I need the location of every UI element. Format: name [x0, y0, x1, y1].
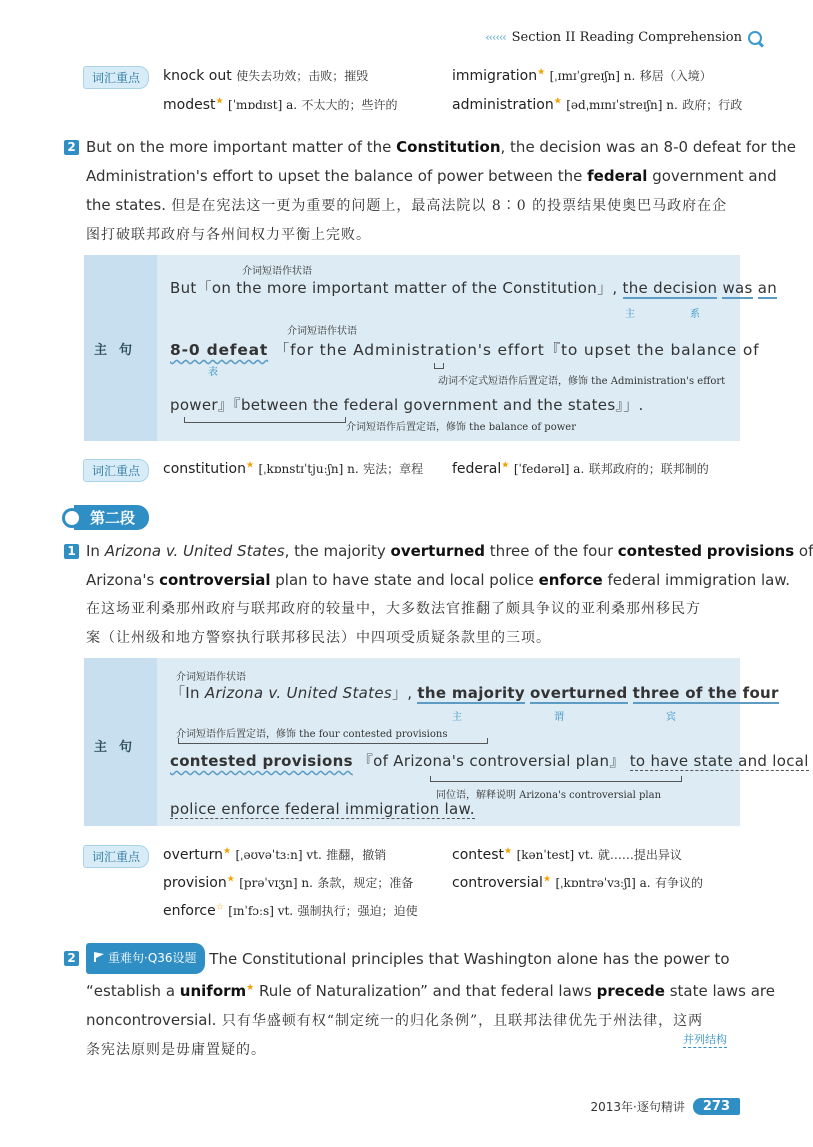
analysis-box: [84, 658, 809, 826]
vocab-item: overturn★ [ˌəʊvəˈtɜːn] vt. 推翻，撤销: [163, 846, 387, 863]
section-heading: [62, 505, 149, 530]
page-number: 273: [693, 1098, 740, 1115]
paragraph-text: But on the more important matter of the Constitution, the decision was an 8-0 defeat for the Administration's effort to upset the balance of power between the federal government and the states. 但是在宪法这一更为重要的问题上，最高法院以 8∶0 的投票结果使奥巴马政府在企 图打破联邦政府与各州间权力平衡上完败。: [86, 138, 796, 243]
role-label: 主: [625, 309, 635, 320]
vocab-item: contest★ [kənˈtest] vt. 就……提出异议: [452, 846, 682, 863]
analysis-line: 8-0 defeat 「for the Administration's effort『to upset the balance of: [170, 341, 760, 359]
header-title: Section II Reading Comprehension: [511, 30, 742, 45]
role-label: 谓: [554, 712, 564, 723]
structure-note: 并列结构: [683, 1033, 727, 1046]
vocab-tag: 词汇重点: [83, 845, 149, 868]
vocab-tag: 词汇重点: [83, 66, 149, 89]
vocab-item: knock out 使失去功效；击败；摧毁: [163, 68, 369, 84]
annotation: 介词短语作状语: [176, 672, 246, 683]
analysis-line: power』『between the federal government and the states』」.: [170, 396, 644, 414]
analysis-line: But「on the more important matter of the Constitution」, the decision was an: [170, 279, 778, 297]
flag-icon: [94, 952, 104, 962]
annotation: 介词短语作状语: [287, 326, 357, 337]
vocab-item: federal★ [ˈfedərəl] a. 联邦政府的；联邦制的: [452, 460, 709, 477]
vocab-item: modest★ [ˈmɒdɪst] a. 不太大的；些许的: [163, 96, 398, 113]
paragraph-text: In Arizona v. United States, the majority overturned three of the four contested provisions of Arizona's controversial plan to have state and local police enforce federal immigration law. 在这场亚利桑那州政府与联邦政府的较量中，大多数法官推翻了颇具争议的亚利桑那州移民方 案（让州级和地方警察执行联邦移民法）中四项受质疑条款里的三项。: [86, 542, 813, 646]
section-label: 第二段: [74, 505, 149, 530]
vocab-tag: 词汇重点: [83, 459, 149, 482]
paragraph-number: 1: [64, 544, 79, 559]
analysis-line: 「In Arizona v. United States」, the majority overturned three of the four: [170, 684, 779, 702]
analysis-line: police enforce federal immigration law.: [170, 800, 475, 818]
annotation: 介词短语作后置定语，修饰 the four contested provisions: [176, 729, 448, 740]
paragraph-number: 2: [64, 951, 79, 966]
vocab-item: immigration★ [ˌɪmɪˈɡreɪʃn] n. 移居（入境）: [452, 67, 712, 84]
annotation: 介词短语作状语: [242, 266, 312, 277]
analysis-label: 主句: [94, 343, 145, 358]
paragraph-text: 重难句·Q36设题 The Constitutional principles that Washington alone has the power to “establish a uniform★ Rule of Naturalization” and that federal laws precede state laws are noncontroversial. 只有华盛顿有权“制定统一的归化条例”，且联邦法律优先于州法律，这两 条宪法原则是毋庸置疑的。: [86, 943, 775, 1065]
running-header: [485, 30, 762, 45]
role-label: 表: [208, 367, 218, 378]
annotation: 同位语，解释说明 Arizona's controversial plan: [436, 790, 662, 801]
chevrons-icon: ‹‹‹‹‹‹: [485, 31, 506, 44]
analysis-label: 主句: [94, 740, 145, 755]
magnifier-icon: [748, 31, 762, 45]
analysis-box: [84, 255, 778, 441]
difficulty-badge: 重难句·Q36设题: [86, 943, 205, 974]
vocab-item: provision★ [prəˈvɪʒn] n. 条款，规定；准备: [163, 874, 414, 891]
role-label: 主: [452, 712, 462, 723]
annotation: 动词不定式短语作后置定语，修饰 the Administration's effort: [438, 376, 726, 387]
vocab-item: constitution★ [ˌkɒnstɪˈtjuːʃn] n. 宪法；章程: [163, 460, 424, 477]
magnifier-icon: [62, 508, 82, 528]
role-label: 宾: [666, 712, 676, 723]
analysis-line: contested provisions 『of Arizona's controversial plan』 to have state and local: [170, 752, 809, 770]
vocab-item: administration★ [ədˌmɪnɪˈstreɪʃn] n. 政府；行政: [452, 96, 743, 113]
page-footer: [591, 1098, 741, 1115]
footer-text: 2013年·逐句精讲: [590, 1100, 685, 1114]
vocab-item: enforce☆ [ɪnˈfɔːs] vt. 强制执行；强迫；迫使: [163, 902, 418, 919]
role-label: 系: [690, 309, 700, 320]
vocab-item: controversial★ [ˌkɒntrəˈvɜːʃl] a. 有争议的: [452, 874, 704, 891]
paragraph-number: 2: [64, 140, 79, 155]
annotation: 介词短语作后置定语，修饰 the balance of power: [346, 422, 576, 433]
